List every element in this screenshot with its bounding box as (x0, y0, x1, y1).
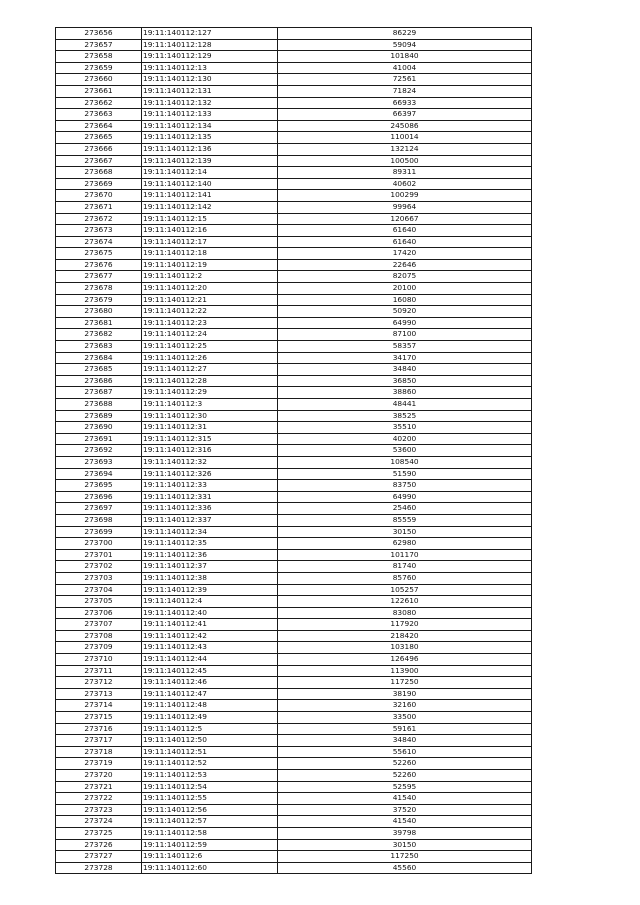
row-id-cell: 273704 (56, 584, 142, 596)
table-row (56, 480, 532, 492)
value-cell: 35510 (278, 422, 532, 434)
row-id-cell: 273670 (56, 190, 142, 202)
row-id-cell: 273707 (56, 619, 142, 631)
cadastral-number-cell: 19:11:140112:54 (142, 781, 278, 793)
table-row (56, 526, 532, 538)
table-row (56, 74, 532, 86)
cadastral-number-cell: 19:11:140112:41 (142, 619, 278, 631)
table-row (56, 677, 532, 689)
row-id-cell: 273659 (56, 62, 142, 74)
cadastral-number-cell: 19:11:140112:13 (142, 62, 278, 74)
row-id-cell: 273713 (56, 688, 142, 700)
cadastral-number-cell: 19:11:140112:128 (142, 39, 278, 51)
value-cell: 101840 (278, 51, 532, 63)
value-cell: 117250 (278, 851, 532, 863)
cadastral-number-cell: 19:11:140112:29 (142, 387, 278, 399)
row-id-cell: 273662 (56, 97, 142, 109)
table-row (56, 596, 532, 608)
row-id-cell: 273689 (56, 410, 142, 422)
table-row (56, 283, 532, 295)
value-cell: 52595 (278, 781, 532, 793)
cadastral-number-cell: 19:11:140112:38 (142, 572, 278, 584)
value-cell: 48441 (278, 399, 532, 411)
row-id-cell: 273723 (56, 804, 142, 816)
value-cell: 86229 (278, 28, 532, 40)
table-row (56, 120, 532, 132)
row-id-cell: 273697 (56, 503, 142, 515)
cadastral-number-cell: 19:11:140112:39 (142, 584, 278, 596)
row-id-cell: 273727 (56, 851, 142, 863)
table-row (56, 387, 532, 399)
value-cell: 72561 (278, 74, 532, 86)
row-id-cell: 273726 (56, 839, 142, 851)
row-id-cell: 273687 (56, 387, 142, 399)
value-cell: 103180 (278, 642, 532, 654)
row-id-cell: 273678 (56, 283, 142, 295)
cadastral-number-cell: 19:11:140112:134 (142, 120, 278, 132)
row-id-cell: 273675 (56, 248, 142, 260)
value-cell: 17420 (278, 248, 532, 260)
cadastral-number-cell: 19:11:140112:23 (142, 317, 278, 329)
cadastral-number-cell: 19:11:140112:139 (142, 155, 278, 167)
row-id-cell: 273680 (56, 306, 142, 318)
value-cell: 51590 (278, 468, 532, 480)
value-cell: 105257 (278, 584, 532, 596)
cadastral-number-cell: 19:11:140112:60 (142, 862, 278, 874)
table-row (56, 190, 532, 202)
row-id-cell: 273656 (56, 28, 142, 40)
table-row (56, 456, 532, 468)
value-cell: 85559 (278, 514, 532, 526)
table-row (56, 236, 532, 248)
table-row (56, 213, 532, 225)
cadastral-number-cell: 19:11:140112:20 (142, 283, 278, 295)
row-id-cell: 273701 (56, 549, 142, 561)
table-row (56, 665, 532, 677)
cadastral-number-cell: 19:11:140112:3 (142, 399, 278, 411)
row-id-cell: 273714 (56, 700, 142, 712)
row-id-cell: 273688 (56, 399, 142, 411)
row-id-cell: 273658 (56, 51, 142, 63)
cadastral-number-cell: 19:11:140112:316 (142, 445, 278, 457)
table-row (56, 700, 532, 712)
value-cell: 83750 (278, 480, 532, 492)
table-row (56, 630, 532, 642)
table-row (56, 271, 532, 283)
row-id-cell: 273728 (56, 862, 142, 874)
table-row (56, 514, 532, 526)
table-row (56, 39, 532, 51)
cadastral-number-cell: 19:11:140112:51 (142, 746, 278, 758)
table-row (56, 28, 532, 40)
cadastral-number-cell: 19:11:140112:56 (142, 804, 278, 816)
cadastral-number-cell: 19:11:140112:135 (142, 132, 278, 144)
row-id-cell: 273665 (56, 132, 142, 144)
row-id-cell: 273700 (56, 538, 142, 550)
cadastral-number-cell: 19:11:140112:331 (142, 491, 278, 503)
table-row (56, 85, 532, 97)
row-id-cell: 273712 (56, 677, 142, 689)
cadastral-number-cell: 19:11:140112:32 (142, 456, 278, 468)
table-row (56, 178, 532, 190)
row-id-cell: 273693 (56, 456, 142, 468)
table-row (56, 399, 532, 411)
value-cell: 41540 (278, 816, 532, 828)
cadastral-number-cell: 19:11:140112:47 (142, 688, 278, 700)
table-row (56, 201, 532, 213)
row-id-cell: 273709 (56, 642, 142, 654)
value-cell: 61640 (278, 236, 532, 248)
value-cell: 30150 (278, 839, 532, 851)
cadastral-number-cell: 19:11:140112:141 (142, 190, 278, 202)
table-row (56, 259, 532, 271)
value-cell: 52260 (278, 758, 532, 770)
value-cell: 108540 (278, 456, 532, 468)
table-row (56, 538, 532, 550)
row-id-cell: 273660 (56, 74, 142, 86)
row-id-cell: 273711 (56, 665, 142, 677)
table-row (56, 341, 532, 353)
value-cell: 62980 (278, 538, 532, 550)
row-id-cell: 273682 (56, 329, 142, 341)
cadastral-number-cell: 19:11:140112:15 (142, 213, 278, 225)
table-row (56, 143, 532, 155)
cadastral-number-cell: 19:11:140112:31 (142, 422, 278, 434)
cadastral-number-cell: 19:11:140112:52 (142, 758, 278, 770)
row-id-cell: 273657 (56, 39, 142, 51)
table-row (56, 329, 532, 341)
row-id-cell: 273684 (56, 352, 142, 364)
table-row (56, 619, 532, 631)
table-row (56, 712, 532, 724)
table-row (56, 816, 532, 828)
row-id-cell: 273706 (56, 607, 142, 619)
table-row (56, 654, 532, 666)
row-id-cell: 273686 (56, 375, 142, 387)
table-row (56, 352, 532, 364)
table-row (56, 62, 532, 74)
cadastral-number-cell: 19:11:140112:25 (142, 341, 278, 353)
value-cell: 59161 (278, 723, 532, 735)
row-id-cell: 273667 (56, 155, 142, 167)
row-id-cell: 273681 (56, 317, 142, 329)
value-cell: 81740 (278, 561, 532, 573)
table-row (56, 51, 532, 63)
value-cell: 34840 (278, 735, 532, 747)
data-table (55, 27, 532, 874)
row-id-cell: 273696 (56, 491, 142, 503)
table-row (56, 468, 532, 480)
row-id-cell: 273661 (56, 85, 142, 97)
row-id-cell: 273666 (56, 143, 142, 155)
cadastral-number-cell: 19:11:140112:136 (142, 143, 278, 155)
row-id-cell: 273717 (56, 735, 142, 747)
value-cell: 25460 (278, 503, 532, 515)
cadastral-number-cell: 19:11:140112:42 (142, 630, 278, 642)
cadastral-number-cell: 19:11:140112:17 (142, 236, 278, 248)
row-id-cell: 273715 (56, 712, 142, 724)
row-id-cell: 273690 (56, 422, 142, 434)
table-row (56, 491, 532, 503)
cadastral-number-cell: 19:11:140112:6 (142, 851, 278, 863)
table-row (56, 642, 532, 654)
table-row (56, 793, 532, 805)
row-id-cell: 273677 (56, 271, 142, 283)
value-cell: 52260 (278, 770, 532, 782)
row-id-cell: 273702 (56, 561, 142, 573)
value-cell: 41540 (278, 793, 532, 805)
row-id-cell: 273664 (56, 120, 142, 132)
value-cell: 100500 (278, 155, 532, 167)
cadastral-number-cell: 19:11:140112:28 (142, 375, 278, 387)
table-row (56, 851, 532, 863)
table-row (56, 317, 532, 329)
cadastral-number-cell: 19:11:140112:44 (142, 654, 278, 666)
cadastral-number-cell: 19:11:140112:48 (142, 700, 278, 712)
value-cell: 36850 (278, 375, 532, 387)
row-id-cell: 273725 (56, 827, 142, 839)
row-id-cell: 273720 (56, 770, 142, 782)
cadastral-number-cell: 19:11:140112:130 (142, 74, 278, 86)
value-cell: 59094 (278, 39, 532, 51)
row-id-cell: 273724 (56, 816, 142, 828)
value-cell: 83080 (278, 607, 532, 619)
value-cell: 34840 (278, 364, 532, 376)
value-cell: 101170 (278, 549, 532, 561)
value-cell: 38525 (278, 410, 532, 422)
table-row (56, 688, 532, 700)
table-row (56, 561, 532, 573)
value-cell: 64990 (278, 491, 532, 503)
table-row (56, 770, 532, 782)
table-row (56, 758, 532, 770)
value-cell: 120667 (278, 213, 532, 225)
cadastral-number-cell: 19:11:140112:131 (142, 85, 278, 97)
cadastral-number-cell: 19:11:140112:133 (142, 109, 278, 121)
value-cell: 71824 (278, 85, 532, 97)
cadastral-number-cell: 19:11:140112:132 (142, 97, 278, 109)
row-id-cell: 273699 (56, 526, 142, 538)
value-cell: 32160 (278, 700, 532, 712)
cadastral-number-cell: 19:11:140112:27 (142, 364, 278, 376)
value-cell: 117250 (278, 677, 532, 689)
cadastral-number-cell: 19:11:140112:16 (142, 225, 278, 237)
row-id-cell: 273669 (56, 178, 142, 190)
row-id-cell: 273721 (56, 781, 142, 793)
table-row (56, 549, 532, 561)
table-row (56, 735, 532, 747)
table-row (56, 109, 532, 121)
value-cell: 113900 (278, 665, 532, 677)
cadastral-number-cell: 19:11:140112:127 (142, 28, 278, 40)
value-cell: 132124 (278, 143, 532, 155)
row-id-cell: 273671 (56, 201, 142, 213)
table-row (56, 746, 532, 758)
value-cell: 87100 (278, 329, 532, 341)
value-cell: 61640 (278, 225, 532, 237)
row-id-cell: 273719 (56, 758, 142, 770)
value-cell: 40200 (278, 433, 532, 445)
table-row (56, 503, 532, 515)
table-row (56, 723, 532, 735)
value-cell: 53600 (278, 445, 532, 457)
row-id-cell: 273708 (56, 630, 142, 642)
table-row (56, 445, 532, 457)
cadastral-number-cell: 19:11:140112:24 (142, 329, 278, 341)
value-cell: 38860 (278, 387, 532, 399)
row-id-cell: 273716 (56, 723, 142, 735)
cadastral-number-cell: 19:11:140112:36 (142, 549, 278, 561)
cadastral-number-cell: 19:11:140112:19 (142, 259, 278, 271)
value-cell: 38190 (278, 688, 532, 700)
row-id-cell: 273695 (56, 480, 142, 492)
cadastral-number-cell: 19:11:140112:5 (142, 723, 278, 735)
value-cell: 85760 (278, 572, 532, 584)
table-row (56, 375, 532, 387)
table-row (56, 827, 532, 839)
row-id-cell: 273692 (56, 445, 142, 457)
cadastral-number-cell: 19:11:140112:58 (142, 827, 278, 839)
table-row (56, 248, 532, 260)
table-row (56, 225, 532, 237)
row-id-cell: 273705 (56, 596, 142, 608)
value-cell: 100299 (278, 190, 532, 202)
row-id-cell: 273683 (56, 341, 142, 353)
row-id-cell: 273673 (56, 225, 142, 237)
value-cell: 66933 (278, 97, 532, 109)
value-cell: 55610 (278, 746, 532, 758)
value-cell: 16080 (278, 294, 532, 306)
cadastral-number-cell: 19:11:140112:50 (142, 735, 278, 747)
cadastral-number-cell: 19:11:140112:55 (142, 793, 278, 805)
value-cell: 58357 (278, 341, 532, 353)
table-row (56, 804, 532, 816)
table-row (56, 306, 532, 318)
table-row (56, 781, 532, 793)
table-row (56, 155, 532, 167)
value-cell: 50920 (278, 306, 532, 318)
value-cell: 30150 (278, 526, 532, 538)
table-row (56, 433, 532, 445)
table-row (56, 167, 532, 179)
cadastral-number-cell: 19:11:140112:49 (142, 712, 278, 724)
row-id-cell: 273674 (56, 236, 142, 248)
row-id-cell: 273694 (56, 468, 142, 480)
cadastral-number-cell: 19:11:140112:22 (142, 306, 278, 318)
cadastral-number-cell: 19:11:140112:142 (142, 201, 278, 213)
cadastral-number-cell: 19:11:140112:53 (142, 770, 278, 782)
table-row (56, 607, 532, 619)
row-id-cell: 273710 (56, 654, 142, 666)
row-id-cell: 273698 (56, 514, 142, 526)
cadastral-number-cell: 19:11:140112:21 (142, 294, 278, 306)
table-row (56, 294, 532, 306)
value-cell: 122610 (278, 596, 532, 608)
value-cell: 40602 (278, 178, 532, 190)
table-row (56, 364, 532, 376)
table-row (56, 862, 532, 874)
value-cell: 34170 (278, 352, 532, 364)
row-id-cell: 273691 (56, 433, 142, 445)
row-id-cell: 273722 (56, 793, 142, 805)
row-id-cell: 273679 (56, 294, 142, 306)
table-row (56, 132, 532, 144)
value-cell: 110014 (278, 132, 532, 144)
value-cell: 41004 (278, 62, 532, 74)
cadastral-number-cell: 19:11:140112:59 (142, 839, 278, 851)
cadastral-number-cell: 19:11:140112:336 (142, 503, 278, 515)
value-cell: 245086 (278, 120, 532, 132)
cadastral-number-cell: 19:11:140112:35 (142, 538, 278, 550)
row-id-cell: 273685 (56, 364, 142, 376)
table-row (56, 410, 532, 422)
cadastral-number-cell: 19:11:140112:30 (142, 410, 278, 422)
row-id-cell: 273718 (56, 746, 142, 758)
row-id-cell: 273668 (56, 167, 142, 179)
cadastral-number-cell: 19:11:140112:326 (142, 468, 278, 480)
cadastral-number-cell: 19:11:140112:26 (142, 352, 278, 364)
value-cell: 22646 (278, 259, 532, 271)
cadastral-number-cell: 19:11:140112:140 (142, 178, 278, 190)
cadastral-number-cell: 19:11:140112:337 (142, 514, 278, 526)
cadastral-number-cell: 19:11:140112:45 (142, 665, 278, 677)
table-row (56, 572, 532, 584)
value-cell: 64990 (278, 317, 532, 329)
cadastral-number-cell: 19:11:140112:14 (142, 167, 278, 179)
value-cell: 218420 (278, 630, 532, 642)
value-cell: 33500 (278, 712, 532, 724)
value-cell: 117920 (278, 619, 532, 631)
value-cell: 66397 (278, 109, 532, 121)
table-row (56, 839, 532, 851)
value-cell: 126496 (278, 654, 532, 666)
table-row (56, 97, 532, 109)
cadastral-number-cell: 19:11:140112:33 (142, 480, 278, 492)
data-table-body (56, 28, 532, 874)
cadastral-number-cell: 19:11:140112:37 (142, 561, 278, 573)
table-row (56, 584, 532, 596)
value-cell: 99964 (278, 201, 532, 213)
cadastral-number-cell: 19:11:140112:315 (142, 433, 278, 445)
cadastral-number-cell: 19:11:140112:57 (142, 816, 278, 828)
value-cell: 39798 (278, 827, 532, 839)
value-cell: 37520 (278, 804, 532, 816)
value-cell: 20100 (278, 283, 532, 295)
cadastral-number-cell: 19:11:140112:43 (142, 642, 278, 654)
cadastral-number-cell: 19:11:140112:34 (142, 526, 278, 538)
row-id-cell: 273672 (56, 213, 142, 225)
value-cell: 45560 (278, 862, 532, 874)
table-row (56, 422, 532, 434)
cadastral-number-cell: 19:11:140112:4 (142, 596, 278, 608)
cadastral-number-cell: 19:11:140112:2 (142, 271, 278, 283)
row-id-cell: 273663 (56, 109, 142, 121)
cadastral-number-cell: 19:11:140112:46 (142, 677, 278, 689)
row-id-cell: 273676 (56, 259, 142, 271)
row-id-cell: 273703 (56, 572, 142, 584)
cadastral-number-cell: 19:11:140112:18 (142, 248, 278, 260)
cadastral-number-cell: 19:11:140112:40 (142, 607, 278, 619)
cadastral-number-cell: 19:11:140112:129 (142, 51, 278, 63)
value-cell: 82075 (278, 271, 532, 283)
value-cell: 89311 (278, 167, 532, 179)
